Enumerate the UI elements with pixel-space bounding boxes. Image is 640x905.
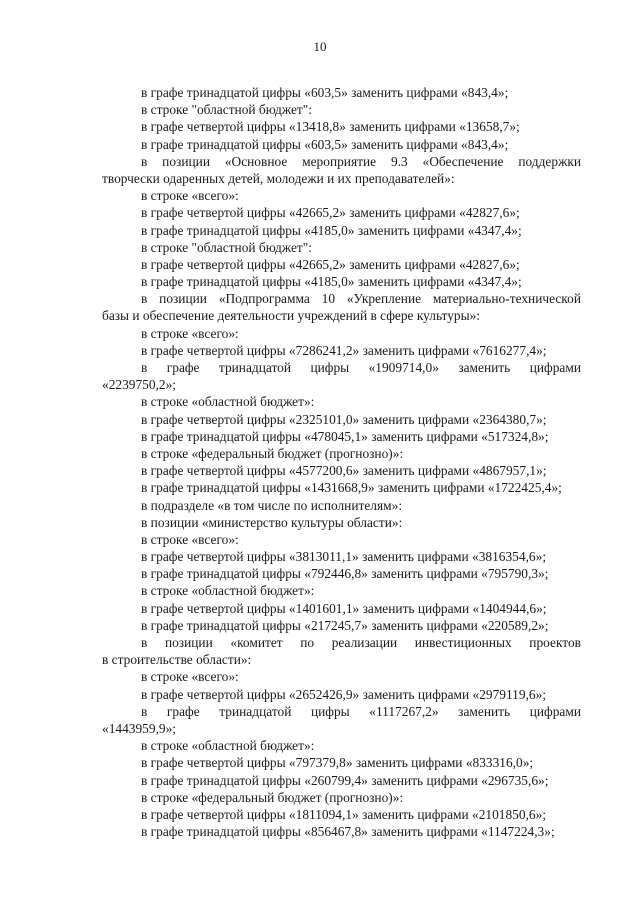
text-line: в строке «всего»: [141,325,239,341]
text-line: в позиции «Подпрограмма 10 «Укрепление материально-технической [141,291,581,307]
text-line: творчески одаренных детей, молодежи и их преподавателей»: [102,170,455,186]
text-line: в графе четвертой цифры «4577200,6» заменить цифрами «4867957,1»; [141,463,547,479]
text-line: в графе тринадцатой цифры «4185,0» заменить цифрами «4347,4»; [141,222,522,238]
text-line: в строке «федеральный бюджет (прогнозно)»: [141,789,404,805]
text-line: в строке «всего»: [141,188,239,204]
page-number: 10 [313,39,327,54]
text-line: в графе тринадцатой цифры «603,5» заменить цифрами «843,4»; [141,136,509,152]
text-line: в строке "областной бюджет": [141,239,312,255]
text-line: в позиции «министерство культуры области»: [141,514,403,530]
text-line: базы и обеспечение деятельности учреждений в сфере культуры»: [102,308,481,324]
text-line: в графе тринадцатой цифры «4185,0» заменить цифрами «4347,4»; [141,274,522,290]
text-line: в графе четвертой цифры «42665,2» заменить цифрами «42827,6»; [141,256,520,272]
text-line: в графе тринадцатой цифры «856467,8» заменить цифрами «1147224,3»; [141,824,555,840]
text-line: в подразделе «в том числе по исполнителям»: [141,497,403,513]
text-line: в графе тринадцатой цифры «217245,7» заменить цифрами «220589,2»; [141,617,549,633]
text-line: «1443959,9»; [102,720,177,736]
text-line: в графе тринадцатой цифры «1431668,9» заменить цифрами «1722425,4»; [141,480,562,496]
text-line: в строке «областной бюджет»: [141,583,315,599]
text-line: в графе тринадцатой цифры «792446,8» заменить цифрами «795790,3»; [141,566,549,582]
text-line: в строке «областной бюджет»: [141,738,315,754]
text-line: в графе тринадцатой цифры «478045,1» заменить цифрами «517324,8»; [141,428,549,444]
text-line: в строке "областной бюджет": [141,102,312,118]
text-line: в графе четвертой цифры «13418,8» заменить цифрами «13658,7»; [141,119,520,135]
text-line: в графе четвертой цифры «797379,8» заменить цифрами «833316,0»; [141,755,534,771]
text-line: в графе четвертой цифры «1401601,1» заменить цифрами «1404944,6»; [141,600,547,616]
text-line: в строке «всего»: [141,531,239,547]
text-line: в строительстве области»: [102,652,252,668]
text-line: в графе четвертой цифры «2652426,9» заменить цифрами «2979119,6»; [141,686,547,702]
text-line: в графе тринадцатой цифры «1117267,2» заменить цифрами [141,703,581,719]
text-line: в строке «федеральный бюджет (прогнозно)»: [141,445,404,461]
text-line: в графе тринадцатой цифры «260799,4» заменить цифрами «296735,6»; [141,772,549,788]
text-line: «2239750,2»; [102,377,177,393]
text-line: в графе четвертой цифры «3813011,1» заменить цифрами «3816354,6»; [141,549,547,565]
document-body [102,84,581,840]
text-line: в строке «областной бюджет»: [141,394,315,410]
text-line: в графе тринадцатой цифры «603,5» заменить цифрами «843,4»; [141,85,509,100]
text-line: в позиции «Основное мероприятие 9.3 «Обеспечение поддержки [141,153,581,169]
text-line: в графе четвертой цифры «2325101,0» заменить цифрами «2364380,7»; [141,411,547,427]
text-line: в графе тринадцатой цифры «1909714,0» заменить цифрами [141,360,581,375]
text-line: в строке «всего»: [141,669,239,685]
text-line: в графе четвертой цифры «42665,2» заменить цифрами «42827,6»; [141,205,520,221]
text-line: в графе четвертой цифры «1811094,1» заменить цифрами «2101850,6»; [141,806,547,822]
text-line: в позиции «комитет по реализации инвестиционных проектов [141,635,581,650]
text-line: в графе четвертой цифры «7286241,2» заменить цифрами «7616277,4»; [141,342,547,358]
